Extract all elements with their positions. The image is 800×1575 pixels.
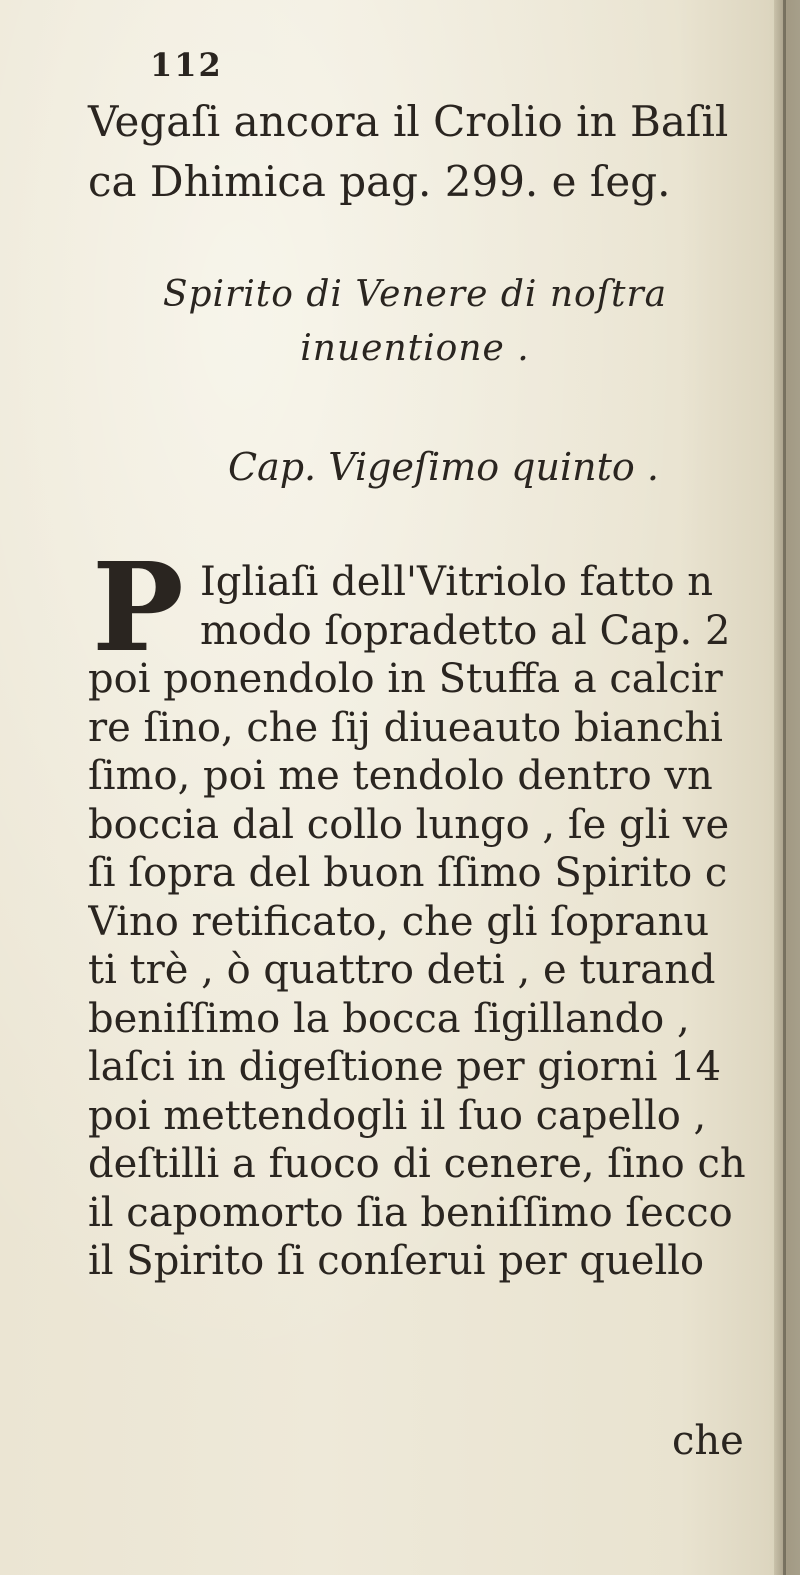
body-line: ſimo, poi me tendolo dentro vn <box>88 753 713 799</box>
body-line: Igliaſi dell'Vitriolo fatto n <box>200 559 714 605</box>
body-line: re ſino, che ſij diueauto bianchi <box>88 704 723 751</box>
body-line: boccia dal collo lungo , ſe gli ve <box>88 801 730 848</box>
body-line: modo ſopradetto al Cap. 2 <box>200 607 731 654</box>
body-line: deſtilli a fuoco di cenere, ſino ch <box>88 1141 746 1187</box>
body-line: poi ponendolo in Stuffa a calcir <box>88 656 723 702</box>
title-line: Spirito di Venere di noſtra <box>162 274 668 315</box>
body-line: beniſſimo la bocca ſigillando , <box>88 995 690 1042</box>
body-line: Vino retificato, che gli ſopranu <box>88 898 710 945</box>
body-line: ti trè , ò quattro deti , e turand <box>88 947 716 993</box>
chapter-heading: Cap. Vigeſimo quinto . <box>228 445 659 489</box>
catchword: che <box>672 1418 744 1464</box>
intro-line: ca Dhimica pag. 299. e ſeg. <box>88 157 671 206</box>
drop-cap: P <box>92 535 184 679</box>
body-line: il Spirito ſi conſerui per quello <box>88 1238 705 1284</box>
body-line: poi mettendogli il ſuo capello , <box>88 1092 707 1139</box>
body-text <box>88 558 793 1286</box>
intro-paragraph <box>88 92 788 212</box>
page-number: 112 <box>150 46 223 84</box>
body-line: ſi ſopra del buon ſſimo Spirito c <box>88 850 728 896</box>
intro-line: Vegaſi ancora il Crolio in Baſil <box>88 97 729 146</box>
title-line: inuentione . <box>300 328 530 369</box>
section-title <box>0 268 800 376</box>
body-line: laſci in digeſtione per giorni 14 <box>88 1044 722 1090</box>
body-line: il capomorto ſia beniſſimo ſecco <box>88 1189 733 1236</box>
